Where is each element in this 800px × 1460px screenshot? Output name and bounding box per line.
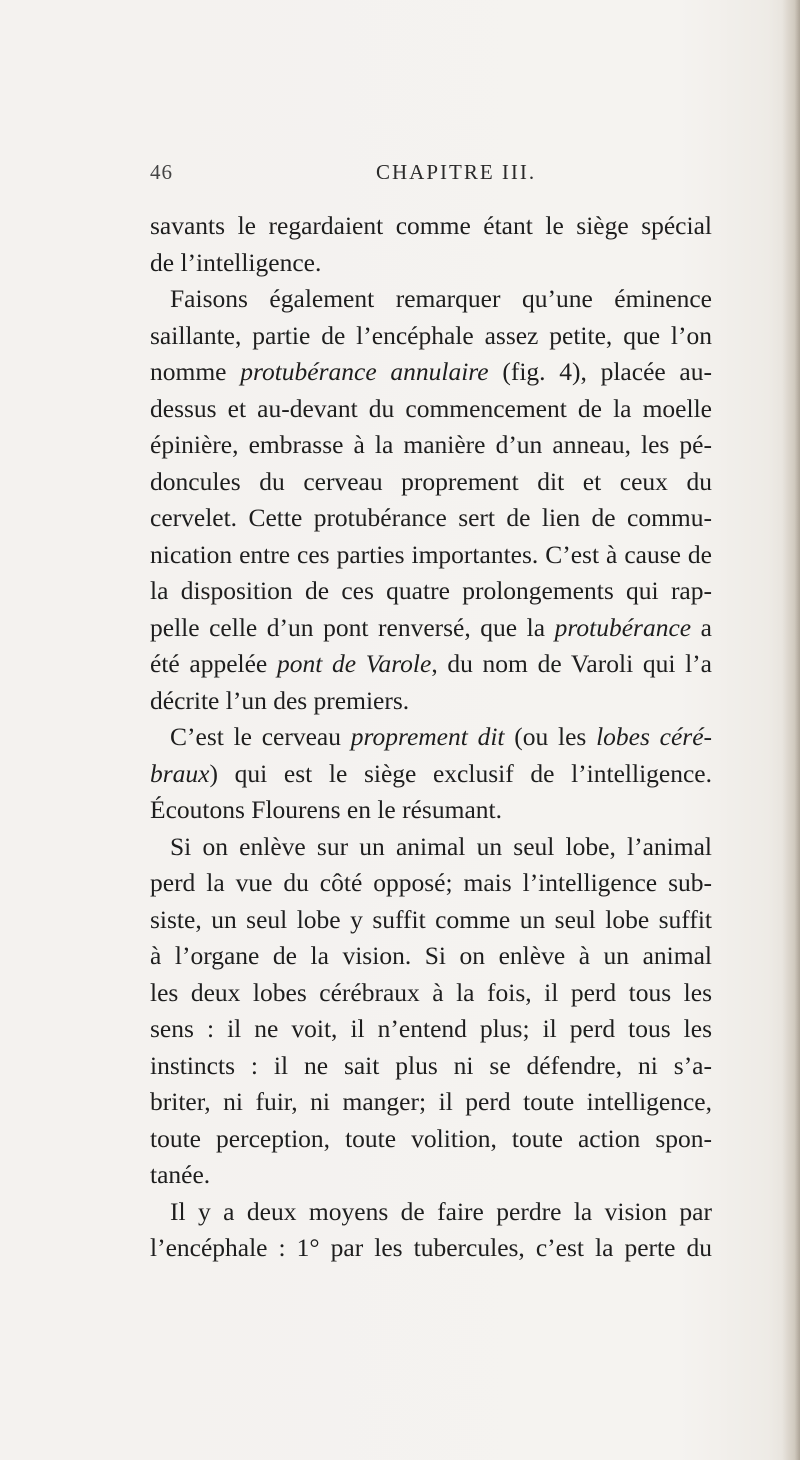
text-segment: Faisons également remarquer qu’une éminence (170, 284, 712, 313)
text-segment: Écoutons Flourens en le résumant. (150, 795, 502, 824)
text-segment: doncules du cerveau proprement dit et ceux du (150, 466, 712, 496)
text-line (150, 427, 712, 464)
text-line (150, 245, 712, 282)
text-segment: saillante, partie de l’encéphale assez petite, que l’on (150, 320, 712, 350)
text-line (150, 1121, 712, 1158)
text-line (150, 719, 712, 756)
text-segment: la disposition de ces quatre prolongements qui rap- (150, 576, 712, 605)
italic-text: pont de Varole (276, 649, 432, 678)
text-segment: pelle celle d’un pont renversé, que la (150, 612, 555, 642)
text-segment: (fig. 4), placée au- (488, 357, 712, 386)
text-line (150, 683, 712, 720)
text-line (150, 1084, 712, 1121)
text-line (150, 354, 712, 391)
text-segment: de l’intelligence. (150, 247, 322, 277)
text-line (150, 281, 712, 318)
text-segment: à l’organe de la vision. Si on enlève à un animal (150, 941, 712, 970)
text-line (150, 500, 712, 537)
page-number: 46 (150, 160, 173, 184)
text-line (150, 975, 712, 1012)
text-line (150, 902, 712, 939)
text-segment: décrite l’un des premiers. (150, 685, 410, 715)
text-segment: , du nom de Varoli qui l’a (431, 649, 712, 678)
text-segment: savants le regardaient comme étant le siège spécial (150, 211, 712, 240)
text-segment: toute perception, toute volition, toute action spon- (150, 1123, 712, 1153)
text-segment: épinière, embrasse à la manière d’un anneau, les pé- (150, 430, 712, 459)
text-segment: C’est le cerveau (170, 722, 351, 751)
text-segment: été appelée (150, 649, 277, 678)
text-line (150, 1011, 712, 1048)
text-line (150, 792, 712, 829)
text-line (150, 318, 712, 355)
text-segment: nication entre ces parties importantes. C’est à cause de (150, 539, 712, 569)
text-line (150, 208, 712, 245)
text-segment: Il y a deux moyens de faire perdre la vision par (170, 1196, 712, 1226)
text-segment: Si on enlève sur un animal un seul lobe, l’animal (170, 831, 712, 861)
text-line (150, 464, 712, 501)
text-segment: briter, ni fuir, ni manger; il perd toute intelligence, (150, 1087, 712, 1116)
text-line (150, 391, 712, 428)
text-segment: siste, un seul lobe y suffit comme un seul lobe suffit (150, 904, 712, 934)
body-text (150, 208, 712, 1267)
italic-text: braux (150, 758, 210, 788)
text-line (150, 1230, 712, 1267)
italic-text: lobes céré- (596, 722, 713, 751)
text-segment: a (691, 612, 712, 642)
text-line (150, 756, 712, 793)
italic-text: protubérance annulaire (240, 357, 489, 386)
page-edge-shadow (782, 0, 800, 1460)
text-segment: perd la vue du côté opposé; mais l’intelligence sub- (150, 868, 712, 897)
text-segment: (ou les (504, 722, 597, 751)
text-segment: ) qui est le siège exclusif de l’intelligence. (209, 758, 712, 788)
text-line (150, 646, 712, 683)
text-segment: l’encéphale : 1° par les tubercules, c’est la perte du (150, 1233, 712, 1262)
text-segment: tanée. (150, 1160, 211, 1189)
chapter-title: CHAPITRE III. (376, 160, 537, 184)
text-segment: instincts : il ne sait plus ni se défendre, ni s’a- (150, 1050, 712, 1080)
text-line (150, 1194, 712, 1231)
text-line (150, 610, 712, 647)
text-line (150, 1157, 712, 1194)
text-line (150, 938, 712, 975)
text-segment: sens : il ne voit, il n’entend plus; il perd tous les (150, 1014, 712, 1043)
text-line (150, 865, 712, 902)
text-line (150, 537, 712, 574)
text-line (150, 1048, 712, 1085)
text-segment: les deux lobes cérébraux à la fois, il perd tous les (150, 977, 712, 1007)
italic-text: protubérance (554, 612, 692, 642)
text-segment: cervelet. Cette protubérance sert de lien de commu- (150, 503, 712, 532)
text-segment: nomme (150, 357, 241, 386)
italic-text: proprement dit (350, 722, 505, 751)
text-line (150, 829, 712, 866)
text-line (150, 573, 712, 610)
text-segment: dessus et au-devant du commencement de la moelle (150, 393, 712, 423)
running-header (150, 160, 710, 190)
